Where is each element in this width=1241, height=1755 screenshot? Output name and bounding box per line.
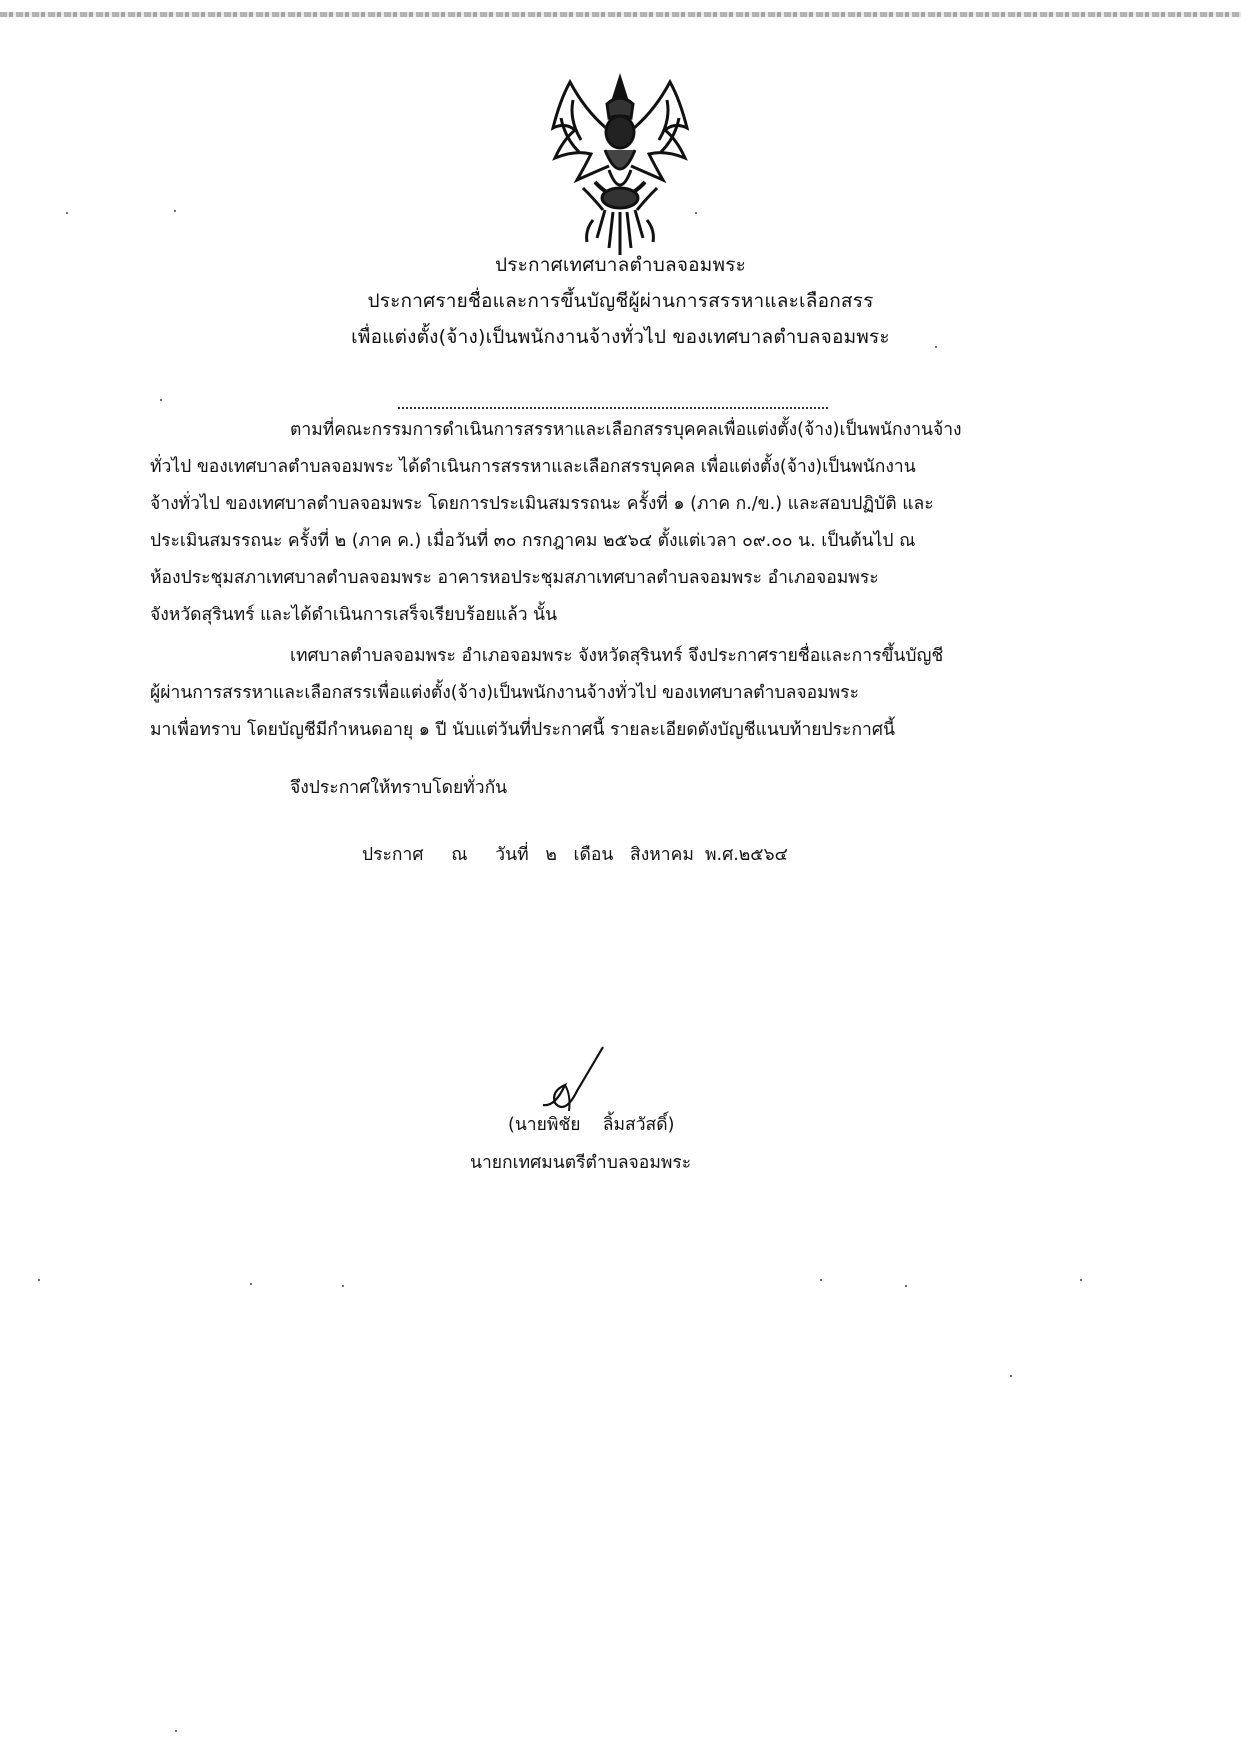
scan-speck	[1080, 1279, 1082, 1281]
scan-speck	[174, 210, 176, 212]
scan-speck	[905, 1285, 907, 1287]
scan-speck	[160, 399, 162, 401]
scan-speck	[66, 212, 68, 214]
paragraph-line: จังหวัดสุรินทร์ และได้ดำเนินการเสร็จเรียบร้อยแล้ว นั้น	[150, 605, 558, 625]
paragraph-line: เทศบาลตำบลจอมพระ อำเภอจอมพระ จังหวัดสุรินทร์ จึงประกาศรายชื่อและการขึ้นบัญชี	[290, 646, 944, 666]
paragraph-announcement	[150, 638, 1090, 749]
closing-statement: จึงประกาศให้ทราบโดยทั่วกัน	[290, 778, 508, 798]
scan-speck	[342, 1285, 344, 1287]
handwritten-signature	[525, 1045, 615, 1120]
scan-speck	[38, 1279, 40, 1281]
announcement-subject-continued: เพื่อแต่งตั้ง(จ้าง)เป็นพนักงานจ้างทั่วไป ของเทศบาลตำบลจอมพระ	[351, 326, 890, 348]
scan-speck	[820, 1279, 822, 1281]
scan-speck	[1010, 1375, 1012, 1377]
signatory-position: นายกเทศมนตรีตำบลจอมพระ	[470, 1153, 692, 1173]
paragraph-background	[150, 412, 1090, 634]
scan-edge-artifact	[0, 12, 1241, 17]
announcement-date: ประกาศ ณ วันที่ ๒ เดือน สิงหาคม พ.ศ.๒๕๖๔	[362, 845, 788, 865]
signatory-name: (นายพิชัย ลิ้มสวัสดิ์)	[508, 1115, 675, 1135]
paragraph-line: จ้างทั่วไป ของเทศบาลตำบลจอมพระ โดยการประเมินสมรรถนะ ครั้งที่ ๑ (ภาค ก./ข.) และสอบปฏิบัติ และ	[150, 494, 934, 514]
garuda-emblem-icon	[525, 70, 715, 265]
paragraph-line: ประเมินสมรรถนะ ครั้งที่ ๒ (ภาค ค.) เมื่อวันที่ ๓๐ กรกฎาคม ๒๕๖๔ ตั้งแต่เวลา ๐๙.๐๐ น. เป็นต้นไป ณ	[150, 531, 916, 551]
announcement-subject: ประกาศรายชื่อและการขึ้นบัญชีผู้ผ่านการสรรหาและเลือกสรร	[367, 290, 874, 312]
paragraph-line: ห้องประชุมสภาเทศบาลตำบลจอมพระ อาคารหอประชุมสภาเทศบาลตำบลจอมพระ อำเภอจอมพระ	[150, 568, 879, 588]
announcement-title: ประกาศเทศบาลตำบลจอมพระ	[494, 254, 747, 276]
scan-speck	[175, 1730, 177, 1732]
scan-speck	[250, 1283, 252, 1285]
paragraph-line: มาเพื่อทราบ โดยบัญชีมีกำหนดอายุ ๑ ปี นับแต่วันที่ประกาศนี้ รายละเอียดดังบัญชีแนบท้ายประกาศนี้	[150, 720, 895, 740]
heading-separator	[398, 407, 828, 409]
paragraph-line: ทั่วไป ของเทศบาลตำบลจอมพระ ได้ดำเนินการสรรหาและเลือกสรรบุคคล เพื่อแต่งตั้ง(จ้าง)เป็นพนักงาน	[150, 457, 916, 477]
paragraph-line: ตามที่คณะกรรมการดำเนินการสรรหาและเลือกสรรบุคคลเพื่อแต่งตั้ง(จ้าง)เป็นพนักงานจ้าง	[290, 420, 962, 440]
paragraph-line: ผู้ผ่านการสรรหาและเลือกสรรเพื่อแต่งตั้ง(จ้าง)เป็นพนักงานจ้างทั่วไป ของเทศบาลตำบลจอมพระ	[150, 683, 859, 703]
